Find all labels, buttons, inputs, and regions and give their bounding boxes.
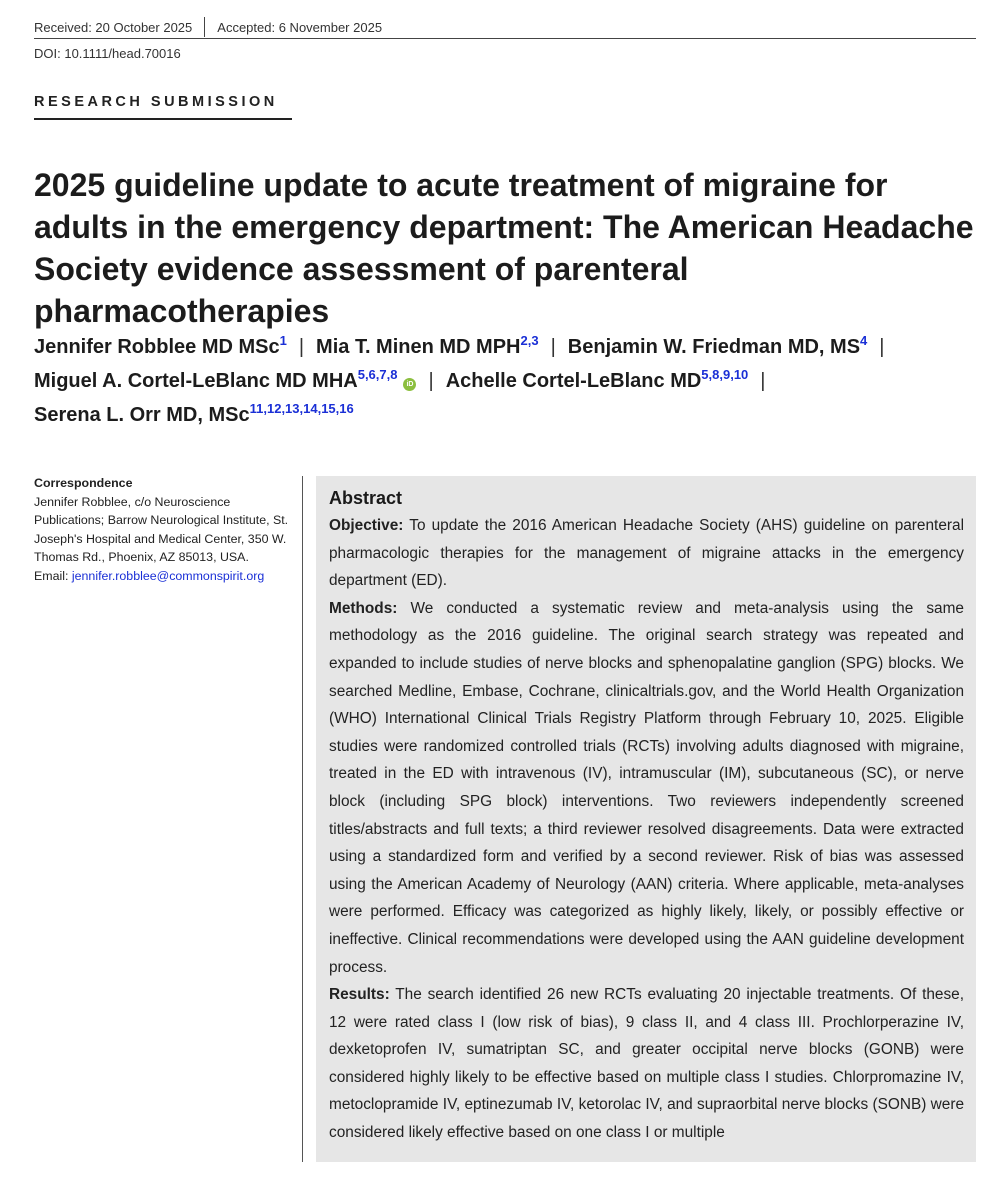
article-title: 2025 guideline update to acute treatment of migraine for adults in the emergency department: The American Headache Society evidence assessment of parenteral pharmacotherapies — [34, 167, 974, 329]
abstract-objective: Objective: To update the 2016 American Headache Society (AHS) guideline on parenteral pharmacologic therapies for the management of migraine attacks in the emergency department (ED). — [329, 517, 964, 590]
author-separator: | — [760, 370, 766, 392]
author-name: Benjamin W. Friedman MD, $MS^4$ — [567, 333, 868, 358]
author-name: Achelle Cortel-LeBlanc MD$^{5,8,9,10}$ — [445, 367, 749, 392]
article-dates — [34, 17, 382, 37]
correspondence-email-line: Email: jennifer.robblee@commonspirit.org — [34, 568, 265, 583]
correspondence-title: Correspondence — [34, 476, 133, 490]
orcid-icon[interactable]: iD — [403, 378, 416, 391]
date-separator — [204, 17, 205, 37]
author-affiliation-link[interactable]: 2,3 — [520, 333, 539, 348]
author-name: Jennifer Robblee MD MSc$^1$ — [34, 333, 287, 358]
author-separator: | — [879, 336, 885, 358]
author-name: Miguel A. Cortel-LeBlanc MD MHA$^{5,6,7,8}$iD — [34, 370, 416, 392]
section-label: RESEARCH SUBMISSION — [34, 94, 278, 110]
abstract-methods: Methods: We conducted a systematic review and meta-analysis using the same methodology as the 2016 guideline. The original search strategy was repeated and expanded to include studies of nerve blocks and sphenopalatine ganglion (SPG) blocks. We searched Medline, Embase, Cochrane, clinicaltrials.gov, and the World Health Organization (WHO) International Clinical Trials Registry Platform through February 10, 2025. Eligible studies were randomized controlled trials (RCTs) involving adults diagnosed with migraine, treated in the ED with intravenous (IV), intramuscular (IM), subcutaneous (SC), or nerve block (including SPG block) interventions. Two reviewers independently screened titles/abstracts and full texts; a third reviewer resolved disagreements. Data were extracted using a standardized form and verified by a second reviewer. Risk of bias was assessed using the American Academy of Neurology (AAN) criteria. Where applicable, meta-analyses were performed. Efficacy was categorized as highly likely, likely, or possibly effective or ineffective. Clinical recommendations were developed using the AAN guideline development process. — [329, 599, 964, 976]
correspondence-email-link[interactable]: jennifer.robblee@commonspirit.org — [71, 568, 265, 583]
author-separator: | — [298, 336, 305, 358]
author-affiliation-link[interactable]: 1 — [279, 333, 287, 348]
accepted-date: Accepted: 6 November 2025 — [217, 19, 383, 35]
abstract-results: Results: The search identified 26 new RCTs evaluating 20 injectable treatments. Of these, 12 were rated class I (low risk of bias), 9 class II, and 4 class III. Prochlorperazine IV, dexketoprofen IV, sumatriptan SC, and greater occipital nerve blocks (GONB) were considered highly likely to be effective based on multiple class I studies. Chlorpromazine IV, metoclopramide IV, eptinezumab IV, ketorolac IV, and supraorbital nerve blocks (SONB) were considered likely effective based on one class I or multiple — [329, 986, 964, 1142]
correspondence-address: Jennifer Robblee, c/o Neuroscience Publications; Barrow Neurological Institute, St. Joseph's Hospital and Medical Center, 350 W. Thomas Rd., Phoenix, AZ 85013, USA. — [34, 494, 289, 564]
abstract-heading: Abstract — [329, 488, 403, 508]
author-affiliation-link[interactable]: 4 — [860, 333, 868, 348]
author-name: Serena L. Orr MD, MSc$^{11,12,13,14,15,16}$ — [34, 401, 354, 426]
author-separator: | — [428, 370, 434, 392]
doi[interactable]: DOI: 10.1111/head.70016 — [34, 46, 181, 61]
author-list — [34, 330, 984, 432]
author-affiliation-link[interactable]: 5,8,9,10 — [701, 367, 749, 382]
author-affiliation-link[interactable]: 11,12,13,14,15,16 — [249, 401, 354, 416]
author-affiliation-link[interactable]: 5,6,7,8 — [357, 367, 398, 382]
received-date: Received: 20 October 2025 — [34, 19, 193, 35]
correspondence-block — [34, 474, 296, 585]
author-name: Mia T. Minen MD MPH$^{2,3}$ — [316, 333, 539, 358]
column-divider — [302, 476, 303, 1162]
author-separator: | — [550, 336, 556, 358]
abstract-box — [316, 476, 976, 1162]
header-rule — [34, 38, 976, 39]
section-underline — [34, 118, 292, 120]
